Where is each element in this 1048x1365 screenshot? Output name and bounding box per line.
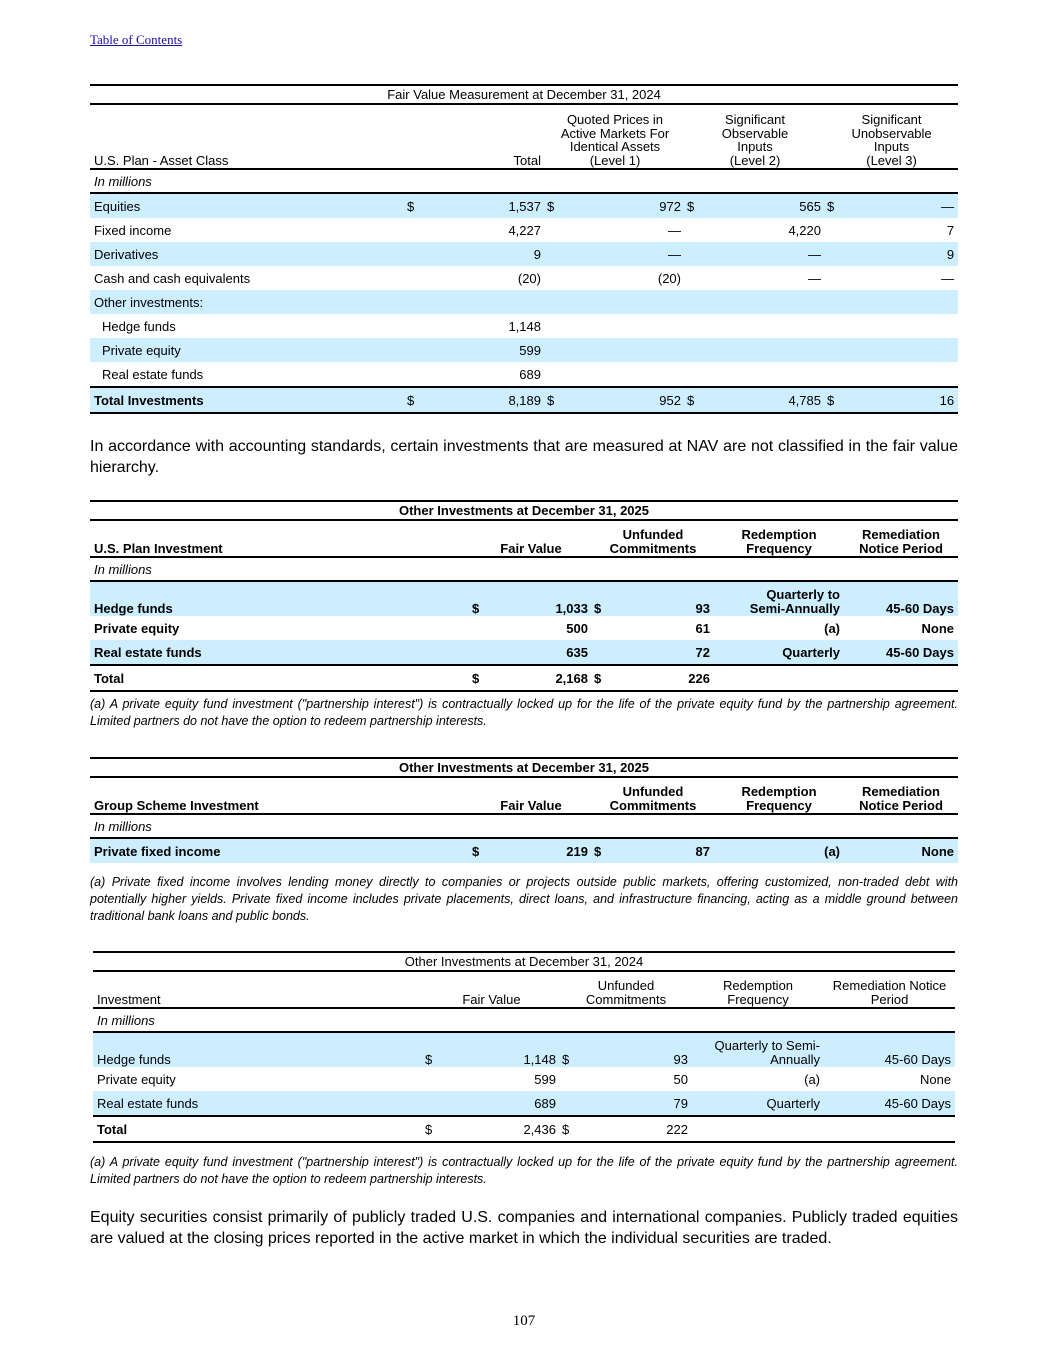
table-title-row [90,85,958,104]
currency-symbol [685,338,707,362]
currency-symbol [405,242,427,266]
units-label: In millions [90,169,958,193]
column-header: Unfunded Commitments [560,971,692,1008]
cell-value: 689 [445,1091,560,1116]
currency-symbol [545,290,567,314]
table-title-row [90,501,958,520]
equity-securities-paragraph: Equity securities consist primarily of publicly traded U.S. companies and international companies. Publicly traded equities are valued at the closing prices reported in the active market in which the individual securities are traded. [90,1209,958,1247]
cell-value: 87 [614,838,714,863]
cell-value: — [808,270,821,286]
cell-value: 1,033 [492,581,592,616]
units-row [93,1008,955,1032]
table-header-row [90,520,958,557]
currency-symbol [592,640,614,665]
cell-value [707,290,825,314]
currency-symbol [545,338,567,362]
row-label: Total [93,1116,423,1142]
table-row [93,1091,955,1116]
units-label: In millions [90,557,958,581]
cell-value: 565 [707,193,825,218]
table-row [90,242,958,266]
table-row [90,640,958,665]
cell-value [567,338,685,362]
cell-value: Quarterly [714,640,844,665]
table-title: Other Investments at December 31, 2024 [93,952,955,971]
row-label: Hedge funds [102,318,176,334]
column-header: Fair Value [423,971,560,1008]
cell-value: — [707,242,825,266]
cell-value: None [919,1071,952,1087]
cell-value: 500 [566,620,588,636]
currency-symbol: $ [592,838,614,863]
cell-value: 4,227 [508,222,541,238]
page-number: 107 [512,1313,536,1329]
table-title: Other Investments at December 31, 2025 [90,758,958,777]
currency-symbol [825,218,847,242]
table-row [90,290,958,314]
cell-value: Quarterly [692,1091,824,1116]
column-header: Quoted Prices in Active Markets For Identical Assets (Level 1) [545,104,685,169]
currency-symbol [405,218,427,242]
column-header: U.S. Plan - Asset Class [90,104,405,169]
table-header-row [90,104,958,169]
cell-value: 50 [673,1071,688,1087]
cell-value: Quarterly to Semi- Annually [692,1032,824,1067]
currency-symbol: $ [405,193,427,218]
row-label: Cash and cash equivalents [94,270,251,286]
row-label: Fixed income [94,222,172,238]
cell-value: 2,436 [445,1116,560,1142]
table-title: Fair Value Measurement at December 31, 2024 [90,85,958,104]
cell-value: 61 [695,620,710,636]
currency-symbol: $ [592,665,614,691]
column-header: U.S. Plan Investment [90,520,470,557]
cell-value: 93 [614,581,714,616]
cell-value: 79 [582,1091,692,1116]
table-row [90,362,958,387]
cell-value [847,290,958,314]
cell-value: 45-60 Days [844,640,958,665]
table-header-row [93,971,955,1008]
currency-symbol [685,266,707,290]
cell-value [847,362,958,387]
cell-value: 45-60 Days [844,581,958,616]
cell-value: 952 [567,387,685,413]
currency-symbol: $ [545,387,567,413]
currency-symbol: $ [423,1116,445,1142]
cell-value [824,1116,955,1142]
cell-value: 599 [427,338,545,362]
currency-symbol [825,314,847,338]
table-row [90,266,958,290]
cell-value: 1,148 [508,318,541,334]
cell-value: — [567,242,685,266]
column-header: Total [405,104,545,169]
cell-value: (a) [714,838,844,863]
cell-value: (20) [517,270,541,286]
cell-value: 1,537 [427,193,545,218]
table-row [93,1032,955,1067]
currency-symbol [685,242,707,266]
currency-symbol [545,362,567,387]
table-row [93,1116,955,1142]
table-title-row [93,952,955,971]
column-header: Group Scheme Investment [90,777,470,814]
currency-symbol [545,314,567,338]
currency-symbol [423,1067,445,1091]
table4-footnote: (a) A private equity fund investment ("partnership interest") is contractually locked up for the life of the private equity fund by the partnership agreement. Limited partners do not have the option to redeem partnership interests. [90,1155,958,1186]
table-row [90,665,958,691]
fair-value-2024-table [90,84,958,414]
currency-symbol: $ [825,387,847,413]
cell-value [844,665,958,691]
row-label: Other investments: [90,290,405,314]
currency-symbol [405,290,427,314]
currency-symbol [423,1091,445,1116]
cell-value [707,338,825,362]
currency-symbol: $ [470,838,492,863]
currency-symbol [405,338,427,362]
cell-value: — [668,222,681,238]
row-label: Private fixed income [90,838,470,863]
row-label: Real estate funds [90,640,470,665]
cell-value: 45-60 Days [824,1032,955,1067]
currency-symbol: $ [825,193,847,218]
cell-value: 9 [427,242,545,266]
currency-symbol: $ [423,1032,445,1067]
table-title: Other Investments at December 31, 2025 [90,501,958,520]
currency-symbol: $ [592,581,614,616]
table-row [90,581,958,616]
group-scheme-investments-2025-table [90,757,958,863]
currency-symbol [545,242,567,266]
units-label: In millions [93,1008,955,1032]
cell-value: 45-60 Days [824,1091,955,1116]
row-label: Real estate funds [93,1091,423,1116]
currency-symbol: $ [470,665,492,691]
cell-value: (20) [657,270,681,286]
us-plan-other-investments-2025-table [90,500,958,692]
currency-symbol [545,218,567,242]
nav-paragraph: In accordance with accounting standards, certain investments that are measured at NAV are not classified in the fair value hierarchy. [90,438,958,476]
currency-symbol [560,1091,582,1116]
currency-symbol: $ [470,581,492,616]
currency-symbol [685,218,707,242]
cell-value [847,338,958,362]
table-row [93,1067,955,1091]
row-label: Private equity [94,620,180,636]
currency-symbol [592,616,614,640]
table-row [90,616,958,640]
table3-footnote: (a) Private fixed income involves lending money directly to companies or projects outside public markets, offering customized, non-traded debt with potentially higher yields. Private fixed income includes private placements, direct loans, and infrastructure financing, acting as a middle ground between traditional bank loans and public bonds. [90,875,958,923]
currency-symbol: $ [545,193,567,218]
currency-symbol [685,314,707,338]
table-row [90,387,958,413]
currency-symbol [825,290,847,314]
cell-value: 635 [492,640,592,665]
table-row [90,193,958,218]
column-header: Redemption Frequency [692,971,824,1008]
currency-symbol [560,1067,582,1091]
cell-value: None [844,838,958,863]
row-label: Equities [90,193,405,218]
column-header: Remediation Notice Period [844,777,958,814]
cell-value: Quarterly to Semi-Annually [714,581,844,616]
cell-value [714,665,844,691]
cell-value: None [921,620,954,636]
cell-value: — [941,270,955,286]
currency-symbol [470,640,492,665]
currency-symbol [825,242,847,266]
cell-value [847,314,958,338]
cell-value [692,1116,824,1142]
currency-symbol: $ [685,387,707,413]
units-row [90,814,958,838]
other-investments-2024-table [93,951,955,1143]
cell-value: — [847,193,958,218]
table-row [90,314,958,338]
table-row [90,338,958,362]
cell-value [567,290,685,314]
currency-symbol [405,314,427,338]
cell-value: (a) [824,620,840,636]
column-header: Remediation Notice Period [824,971,955,1008]
column-header: Remediation Notice Period [844,520,958,557]
cell-value: 689 [519,366,541,382]
cell-value: (a) [804,1071,820,1087]
cell-value [567,362,685,387]
column-header: Redemption Frequency [714,777,844,814]
cell-value: 972 [567,193,685,218]
row-label: Total [90,665,470,691]
cell-value: 72 [614,640,714,665]
column-header: Unfunded Commitments [592,520,714,557]
row-label: Private equity [90,338,405,362]
cell-value: 226 [614,665,714,691]
currency-symbol [545,266,567,290]
column-header: Redemption Frequency [714,520,844,557]
row-label: Private equity [97,1071,176,1087]
currency-symbol: $ [685,193,707,218]
table-header-row [90,777,958,814]
cell-value [567,314,685,338]
row-label: Derivatives [90,242,405,266]
cell-value: 222 [582,1116,692,1142]
cell-value: 8,189 [427,387,545,413]
row-label: Real estate funds [102,366,204,382]
currency-symbol [685,362,707,387]
column-header: Unfunded Commitments [592,777,714,814]
table-row [90,838,958,863]
currency-symbol: $ [560,1032,582,1067]
cell-value: 93 [582,1032,692,1067]
currency-symbol [825,266,847,290]
row-label: Hedge funds [90,581,470,616]
cell-value: 599 [534,1071,556,1087]
column-header: Significant Unobservable Inputs (Level 3) [825,104,958,169]
table-of-contents-link[interactable]: Table of Contents [90,32,183,47]
table2-footnote: (a) A private equity fund investment ("partnership interest") is contractually locked up for the life of the private equity fund by the partnership agreement. Limited partners do not have the option to redeem partnership interests. [90,697,958,728]
cell-value: 219 [492,838,592,863]
row-label: Total Investments [90,387,405,413]
cell-value: 9 [847,242,958,266]
cell-value: 7 [946,222,955,238]
column-header: Fair Value [470,520,592,557]
table-title-row [90,758,958,777]
cell-value: 4,220 [788,222,821,238]
table-row [90,218,958,242]
currency-symbol: $ [405,387,427,413]
column-header: Investment [93,971,423,1008]
cell-value: 4,785 [707,387,825,413]
cell-value: 2,168 [492,665,592,691]
currency-symbol [405,266,427,290]
currency-symbol [685,290,707,314]
cell-value [707,362,825,387]
cell-value: 1,148 [445,1032,560,1067]
column-header: Fair Value [470,777,592,814]
units-row [90,169,958,193]
currency-symbol: $ [560,1116,582,1142]
row-label: Hedge funds [93,1032,423,1067]
cell-value: 16 [847,387,958,413]
currency-symbol [825,362,847,387]
units-row [90,557,958,581]
currency-symbol [470,616,492,640]
units-label: In millions [90,814,958,838]
currency-symbol [405,362,427,387]
currency-symbol [825,338,847,362]
column-header: Significant Observable Inputs (Level 2) [685,104,825,169]
cell-value [427,290,545,314]
cell-value [707,314,825,338]
